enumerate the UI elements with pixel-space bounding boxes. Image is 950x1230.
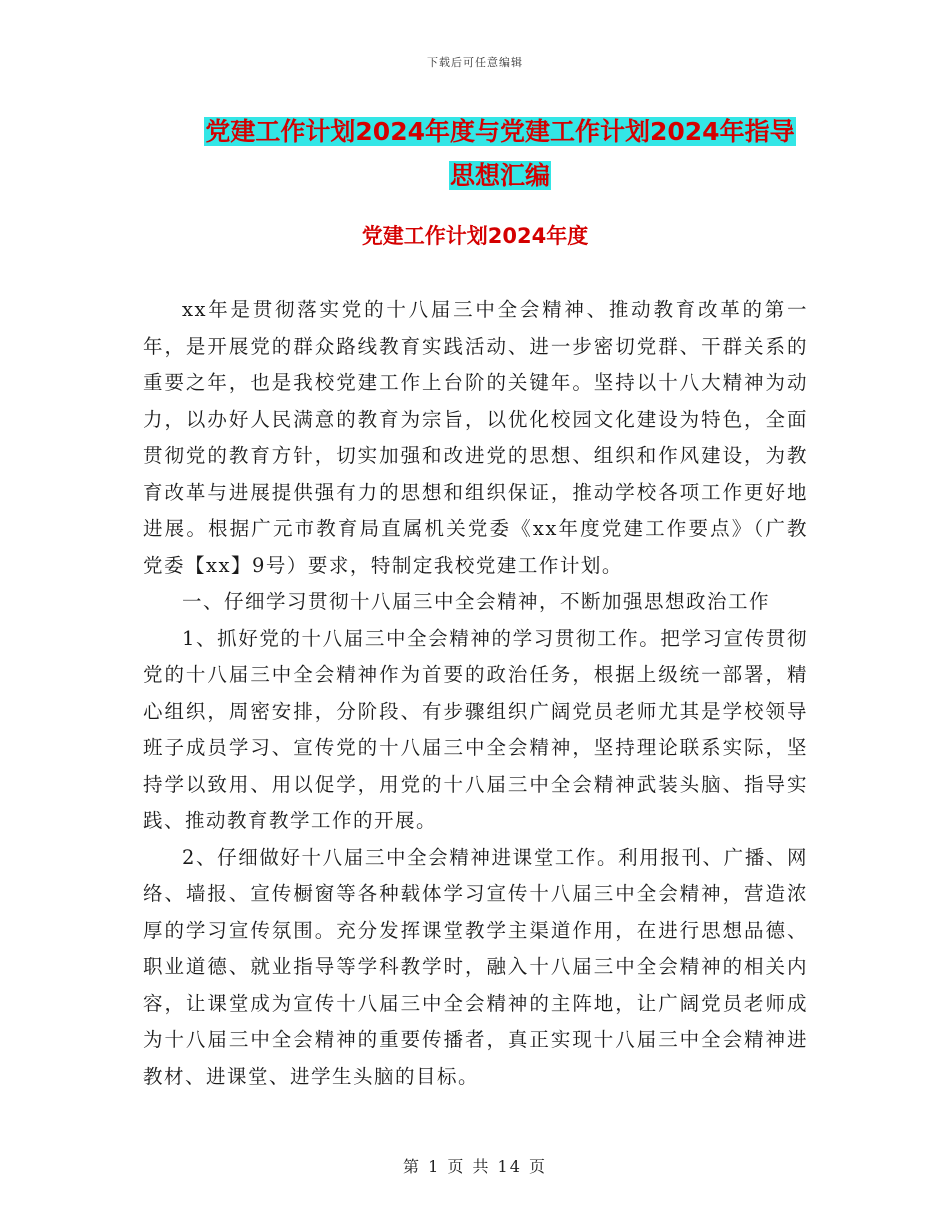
document-title-line-2: 思想汇编 [449,161,550,190]
document-body [143,292,808,1095]
page-header-note: 下载后可任意编辑 [427,56,523,69]
body-paragraph-intro: xx年是贯彻落实党的十八届三中全会精神、推动教育改革的第一年，是开展党的群众路线教育实践活动、进一步密切党群、干群关系的重要之年，也是我校党建工作上台阶的关键年。坚持以十八大精神为动力，以办好人民满意的教育为宗旨，以优化校园文化建设为特色，全面贯彻党的教育方针，切实加强和改进党的思想、组织和作风建设，为教育改革与进展提供强有力的思想和组织保证，推动学校各项工作更好地进展。根据广元市教育局直属机关党委《xx年度党建工作要点》（广教党委【xx】9号）要求，特制定我校党建工作计划。 [143,298,808,577]
section-title: 党建工作计划2024年度 [361,224,589,248]
body-heading-1: 一、仔细学习贯彻十八届三中全会精神，不断加强思想政治工作 [182,590,771,613]
page-footer-number: 第 1 页 共 14 页 [403,1157,547,1176]
body-paragraph-item-2: 2、仔细做好十八届三中全会精神进课堂工作。利用报刊、广播、网络、墙报、宣传橱窗等各种载体学习宣传十八届三中全会精神，营造浓厚的学习宣传氛围。充分发挥课堂教学主渠道作用，在进行思想品德、职业道德、就业指导等学科教学时，融入十八届三中全会精神的相关内容，让课堂成为宣传十八届三中全会精神的主阵地，让广阔党员老师成为十八届三中全会精神的重要传播者，真正实现十八届三中全会精神进教材、进课堂、进学生头脑的目标。 [143,845,808,1088]
body-paragraph-item-1: 1、抓好党的十八届三中全会精神的学习贯彻工作。把学习宣传贯彻党的十八届三中全会精神作为首要的政治任务，根据上级统一部署，精心组织，周密安排，分阶段、有步骤组织广阔党员老师尤其是学校领导班子成员学习、宣传党的十八届三中全会精神，坚持理论联系实际，坚持学以致用、用以促学，用党的十八届三中全会精神武装头脑、指导实践、推动教育教学工作的开展。 [143,626,808,832]
document-title-line-1: 党建工作计划2024年度与党建工作计划2024年指导 [205,117,795,146]
document-title [150,110,850,198]
